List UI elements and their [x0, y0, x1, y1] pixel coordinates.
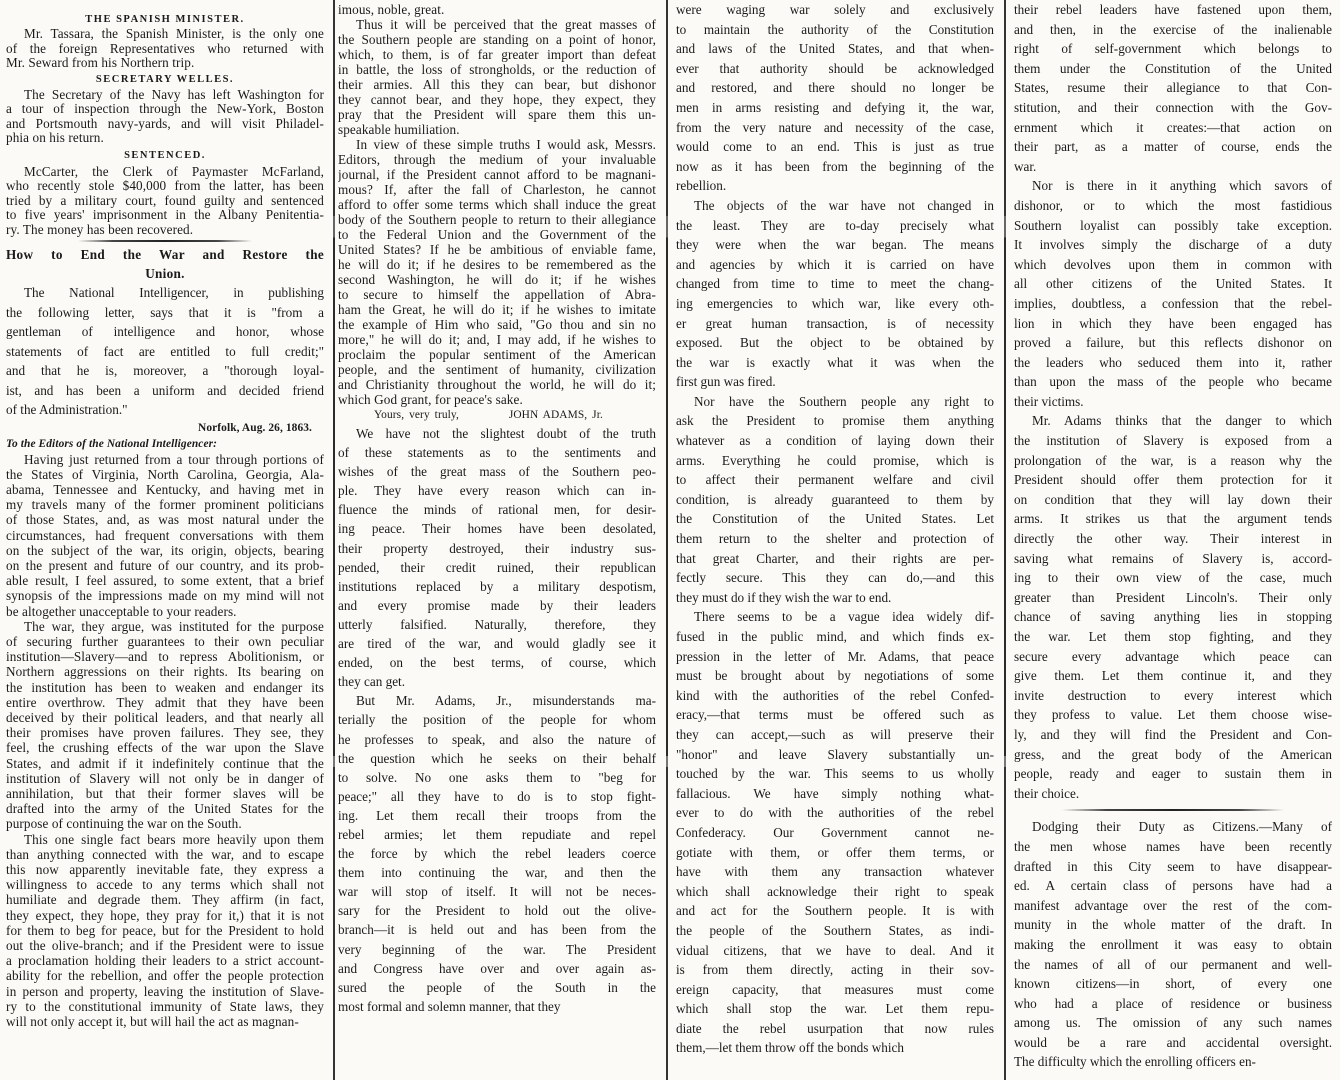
- news-item-sentenced: [6, 146, 324, 238]
- text-line: er great human transaction, is of necessity: [676, 315, 994, 331]
- column-rule: [1004, 0, 1006, 1080]
- text-line: It involves simply the discharge of a duty: [1014, 237, 1332, 253]
- text-line: fused in the public mind, and which finds ex-: [676, 629, 994, 644]
- text-line: their victims.: [1014, 393, 1084, 409]
- text-line: Mr. Seward from his Northern trip.: [6, 56, 195, 70]
- text-line: chance of saving anything lies in stopping: [1014, 609, 1332, 625]
- text-block: [338, 2, 656, 407]
- text-line: President should offer them protection for it: [1014, 472, 1332, 488]
- section-heading: SECRETARY WELLES.: [95, 73, 235, 85]
- text-line: journal, if the President cannot afford to be magnani-: [338, 167, 656, 182]
- text-line: institution—Slavery—and to repress Abolitionism, or: [6, 649, 324, 665]
- text-line: statements of fact are entitled to full credit;": [6, 343, 324, 359]
- text-line: This one single fact bears more heavily upon them: [24, 831, 324, 847]
- text-line: were waging war solely and exclusively: [676, 2, 994, 17]
- text-line: kind with the authorities of the rebel Confed-: [676, 687, 994, 703]
- text-line: second Washington, he will do it; if he wishes: [338, 272, 656, 287]
- separator-rule: [1062, 809, 1285, 811]
- text-line: Having just returned from a tour through portions of: [24, 451, 324, 467]
- text-line: invite destruction to every interest which: [1014, 687, 1332, 703]
- text-line: Northern aggressions on their rights. Its bearing on: [6, 664, 324, 680]
- text-line: would be a rare and accidental oversight.: [1014, 1034, 1332, 1050]
- text-line: gentleman of intelligence and honor, whose: [6, 324, 324, 339]
- text-line: rebellion.: [676, 178, 727, 194]
- text-line: among us. The omission of any such names: [1014, 1015, 1332, 1031]
- text-line: humiliate and degrade them. They affirm (in fact,: [6, 892, 324, 908]
- text-line: ham the Great, he will do it; if he wishes to imitate: [338, 302, 656, 317]
- text-line: of the Administration.": [6, 402, 128, 417]
- text-line: munity in the whole matter of the draft. In: [1014, 917, 1332, 933]
- text-line: and laws of the United States, and that when-: [676, 41, 994, 57]
- text-line: to the Federal Union and the Government of the: [338, 227, 656, 242]
- text-line: the war is exactly what it was when the: [676, 354, 994, 370]
- text-line: of the foreign Representatives who returned with: [6, 41, 324, 56]
- text-line: directly the other way. Their interest in: [1014, 531, 1332, 547]
- text-line: manifest advantage over the rest of the com-: [1014, 897, 1332, 913]
- text-line: phia on his return.: [6, 131, 104, 145]
- text-line: my travels many of the former prominent politicians: [6, 497, 324, 513]
- text-line: Nor have the Southern people any right to: [694, 393, 994, 409]
- text-line: exposed. But the object to be obtained by: [676, 335, 994, 351]
- text-line: making the enrollment it was easy to obtain: [1014, 936, 1332, 952]
- text-line: arms. It strikes us that the argument tends: [1014, 511, 1332, 527]
- text-line: drafted into the army of the United States for the: [6, 801, 324, 817]
- column-4: [1014, 0, 1332, 1080]
- article-how-to-end-the-war: [6, 245, 324, 1029]
- text-line: able result, I feel assured, to some extent, that a brief: [6, 573, 324, 589]
- text-block: [1014, 817, 1332, 1072]
- text-line: In view of these simple truths I would ask, Messrs.: [356, 137, 656, 152]
- text-line: to affect their permanent welfare and civil: [676, 472, 994, 488]
- text-line: and act for the Southern people. It is with: [676, 903, 994, 919]
- text-line: and then, in the exercise of the inalienable: [1014, 21, 1332, 37]
- text-line: which shall stop the war. Let them repu-: [676, 1001, 994, 1017]
- text-line: the people of the Southern States, as indi-: [676, 922, 994, 938]
- text-line: tried by a military court, found guilty and sentenced: [6, 193, 324, 208]
- text-line: ry to the constitutional immunity of State laws, they: [6, 998, 324, 1014]
- text-line: peace;" all they have to do is to stop fight-: [338, 788, 656, 804]
- text-line: ly, and they will find the President and Con-: [1014, 726, 1332, 742]
- text-line: and that he is, moreover, a "thorough loyal-: [6, 363, 324, 378]
- text-line: Thus it will be perceived that the great masses of: [356, 17, 656, 32]
- text-line: the least. They are to-day precisely what: [676, 217, 994, 233]
- text-line: ing to their own view of the case, much: [1014, 570, 1332, 586]
- text-line: the question which he seeks on their behalf: [338, 750, 656, 766]
- column-rule: [666, 0, 668, 1080]
- section-heading: THE SPANISH MINISTER.: [85, 14, 245, 25]
- text-line: war.: [1014, 158, 1037, 174]
- text-line: people, ready and eager to sustain them in: [1014, 766, 1332, 782]
- text-line: in person and property, leaving the institution of Slave-: [6, 983, 324, 999]
- text-line: pression in the letter of Mr. Adams, that peace: [676, 648, 994, 664]
- text-line: Nor is there in it anything which savors of: [1032, 178, 1332, 194]
- text-line: to solve. No one asks them to "beg for: [338, 769, 656, 785]
- text-line: first gun was fired.: [676, 374, 776, 390]
- text-block: [6, 165, 324, 238]
- text-block: [6, 88, 324, 146]
- text-block: [6, 245, 324, 283]
- text-line: arms. Everything he could promise, which is: [676, 452, 994, 468]
- text-line: from the very nature and necessity of the case,: [676, 119, 994, 135]
- text-line: greater than President Lincoln's. Their only: [1014, 589, 1332, 605]
- text-line: is from them directly, acting in their sov-: [676, 962, 994, 978]
- text-line: men in arms resisting and defying it, the war,: [676, 99, 994, 115]
- text-line: the following letter, says that it is "from a: [6, 304, 324, 320]
- text-line: they can get.: [338, 674, 406, 690]
- column-3: [676, 0, 994, 1080]
- text-line: fallacious. We have simply nothing what-: [676, 785, 994, 801]
- text-line: and every promise made by their leaders: [338, 597, 656, 613]
- text-line: to maintain the authority of the Constitution: [676, 21, 994, 37]
- text-line: drafted in this City seem to have disappear-: [1014, 858, 1332, 874]
- text-line: feel, the crushing effects of the war upon the Slave: [6, 740, 324, 756]
- column-2: [338, 0, 656, 1080]
- text-line: very beginning of the war. The President: [338, 941, 656, 957]
- text-line: ed. A certain class of persons have had a: [1014, 878, 1332, 894]
- text-line: wishes of the great mass of the Southern peo-: [338, 464, 656, 480]
- text-line: The war, they argue, was instituted for the purpose: [24, 618, 324, 634]
- text-line: their part, as a matter of course, ends the: [1014, 139, 1332, 155]
- text-line: of securing further guarantees to their own peculiar: [6, 633, 324, 649]
- text-block: [338, 424, 656, 1016]
- separator-rule: [78, 240, 253, 242]
- text-line: sured the people of the South in the: [338, 979, 656, 995]
- text-line: ple. They have every reason which can in-: [338, 483, 656, 499]
- text-line: known citizens—in short, of every one: [1014, 976, 1332, 992]
- text-line: be altogether unacceptable to your readers.: [6, 603, 237, 619]
- text-line: now as it has been from the beginning of the: [676, 158, 994, 174]
- text-block: [1014, 0, 1332, 803]
- letter-signoff: Yours, very truly, JOHN ADAMS, Jr.: [374, 409, 603, 421]
- column-1: [6, 0, 324, 1080]
- text-line: which God grant, for peace's sake.: [338, 392, 523, 407]
- text-line: Confederacy. Our Government cannot ne-: [676, 824, 994, 840]
- text-block: [6, 452, 324, 1030]
- text-line: Mr. Adams thinks that the danger to which: [1032, 413, 1332, 429]
- text-block: [6, 283, 324, 420]
- text-line: condition, is already guaranteed to them by: [676, 491, 994, 507]
- text-line: lion in which they have been engaged has: [1014, 315, 1332, 331]
- text-line: to secure to himself the appellation of Abra-: [338, 287, 656, 302]
- text-line: prolongation of the war, is a reason why the: [1014, 452, 1332, 468]
- text-line: ever that authority should be acknowledged: [676, 60, 994, 76]
- text-line: this now apparently inevitable fate, they express a: [6, 861, 324, 877]
- text-line: speakable humiliation.: [338, 122, 460, 137]
- text-line: their property destroyed, their industry sus-: [338, 540, 656, 556]
- text-line: than anything connected with the war, and to escape: [6, 846, 324, 862]
- text-line: out the olive-branch; and if the President were to issue: [6, 938, 324, 953]
- text-line: they must do if they wish the war to end.: [676, 589, 892, 605]
- column-rule: [333, 0, 335, 1080]
- text-line: proclaim the popular sentiment of the American: [338, 347, 656, 362]
- text-line: United States? If he be ambitious of enviable fame,: [338, 242, 656, 257]
- text-line: and Christianity throughout the world, he will do it;: [338, 377, 656, 392]
- news-item-secretary-welles: [6, 71, 324, 146]
- text-line: Editors, through the medium of your invaluable: [338, 152, 656, 167]
- text-line: whatever as a condition of laying down their: [676, 433, 994, 449]
- text-line: which devolves upon them in common with: [1014, 256, 1332, 272]
- text-line: entire overthrow. They admit that they have been: [6, 694, 324, 710]
- text-line: ry. The money has been recovered.: [6, 222, 194, 237]
- text-line: terially the position of the people for whom: [338, 712, 656, 728]
- text-line: them return to the shelter and protection of: [676, 531, 994, 547]
- text-line: the institution of Slavery is exposed from a: [1014, 433, 1332, 449]
- text-line: fluence the minds of rational men, for desir-: [338, 502, 656, 518]
- text-line: their choice.: [1014, 785, 1080, 801]
- text-line: people, and the sentiment of humanity, civilization: [338, 362, 656, 377]
- text-line: The objects of the war have not changed in: [694, 197, 994, 213]
- text-line: must be brought about by negotiations of some: [676, 668, 994, 684]
- text-line: war will stop of itself. It will not be neces-: [338, 884, 656, 900]
- text-line: on condition that they will lay down their: [1014, 491, 1332, 507]
- text-line: dishonor, or to which the most fastidious: [1014, 197, 1332, 213]
- text-line: ing. Let them recall their troops from the: [338, 807, 656, 823]
- text-line: There seems to be a vague idea widely dif-: [694, 609, 994, 625]
- text-line: circumstances, had frequent conversations with them: [6, 527, 324, 543]
- text-line: Dodging their Duty as Citizens.—Many of: [1032, 819, 1332, 835]
- text-line: and agencies by which it is carried on have: [676, 256, 994, 272]
- text-line: abama, Tennessee and Kentucky, and having met in: [6, 481, 324, 497]
- text-line: secure every advantage which peace can: [1014, 648, 1332, 664]
- text-line: would come to an end. This is just as true: [676, 139, 994, 155]
- text-line: and restored, and there should no longer be: [676, 80, 994, 96]
- text-line: ist, and has been a uniform and decided friend: [6, 382, 324, 398]
- text-line: ever to do with the authorities of the rebel: [676, 805, 994, 821]
- text-line: deceived by their political leaders, and that nearly all: [6, 709, 324, 725]
- text-line: the war. Let them stop fighting, and they: [1014, 629, 1332, 644]
- text-line: in battle, the loss of strongholds, or the reduction of: [338, 62, 656, 77]
- text-line: willingness to accede to any terms which shall not: [6, 877, 324, 893]
- text-line: Southern loyalist can possibly take exception.: [1014, 217, 1332, 233]
- text-line: touched by the war. This seems to us wholly: [676, 766, 994, 782]
- text-line: than upon the mass of the people who became: [1014, 374, 1332, 390]
- text-line: will not only accept it, but will hail the act as magnan-: [6, 1014, 299, 1030]
- news-item-spanish-minister: [6, 12, 324, 71]
- text-line: the names of all of our permanent and well-: [1014, 956, 1332, 972]
- text-line: rebel armies; let them repudiate and repel: [338, 826, 656, 842]
- article-headline: Union.: [145, 266, 185, 281]
- text-line: them,—let them throw off the bonds which: [676, 1040, 904, 1056]
- text-line: their promises have proven failures. They see, they: [6, 725, 324, 741]
- text-line: who recently stole $40,000 from the latter, has been: [6, 179, 324, 193]
- text-line: are tired of the war, and would gladly see it: [338, 636, 656, 652]
- text-line: that great Charter, and their rights are per-: [676, 550, 994, 566]
- text-line: States, and admit if it indefinitely continue that the: [6, 755, 324, 771]
- text-line: synopsis of the impressions made on my mind will not: [6, 588, 324, 604]
- text-line: the force by which the rebel leaders coerce: [338, 846, 656, 862]
- text-line: purpose of continuing the war on the South.: [6, 816, 242, 832]
- text-line: he will do it; if he desires to be remembered as the: [338, 257, 656, 272]
- article-headline: How to End the War and Restore the: [6, 247, 324, 262]
- text-line: stitution, and their connection with the Gov-: [1014, 99, 1332, 115]
- text-line: have with them any transaction whatever: [676, 864, 994, 880]
- text-line: ing emergencies to which war, like every oth-: [676, 295, 994, 311]
- text-line: the men whose names have been recently: [1014, 838, 1332, 854]
- text-line: mous? If, after the fall of Charleston, he cannot: [338, 182, 656, 197]
- text-line: he professes to speak, and also the nature of: [338, 731, 656, 747]
- text-line: institution of Slavery will not only be in danger of: [6, 770, 324, 786]
- text-line: McCarter, the Clerk of Paymaster McFarland,: [24, 164, 324, 179]
- text-line: the institution has been to weaken and endanger its: [6, 679, 324, 695]
- text-line: The National Intelligencer, in publishing: [24, 285, 324, 300]
- text-line: afford to offer some terms which shall induce the great: [338, 197, 656, 212]
- section-heading: SENTENCED.: [124, 149, 206, 161]
- text-line: them into continuing the war, and then the: [338, 865, 656, 881]
- text-line: ability for the rebellion, and offer the people protection: [6, 968, 324, 984]
- text-line: saving what remains of Slavery is, accord-: [1014, 550, 1332, 566]
- text-line: on the present and future of our country, and its prob-: [6, 557, 324, 573]
- text-line: annihilation, but that their former slaves will be: [6, 785, 324, 801]
- text-line: gotiate with them, or offer them terms, or: [676, 844, 994, 860]
- text-line: they were when the war began. The means: [676, 237, 994, 253]
- text-line: a proclamation holding their leaders to a strict account-: [6, 953, 324, 969]
- text-line: on the subject of the war, its origin, objects, bearing: [6, 542, 324, 558]
- text-line: who had a place of residence or business: [1014, 995, 1332, 1011]
- text-line: body of the Southern people to return to their allegiance: [338, 212, 656, 227]
- text-line: Mr. Tassara, the Spanish Minister, is the only one: [24, 27, 324, 41]
- text-line: they can accept,—such as will preserve their: [676, 726, 994, 742]
- text-line: of those States, and, as was most natural under the: [6, 512, 324, 528]
- text-line: pray that the President will spare them this un-: [338, 107, 656, 122]
- text-line: they profess to value. Let them choose wise-: [1014, 707, 1332, 723]
- signature: JOHN ADAMS, Jr.: [508, 409, 603, 421]
- text-line: institutions replaced by a military despotism,: [338, 578, 656, 594]
- text-line: the Constitution of the United States. Let: [676, 511, 994, 527]
- text-block: [6, 27, 324, 71]
- text-line: sary for the President to hold out the olive-: [338, 903, 656, 919]
- text-line: fectly secure. This they can do,—and this: [676, 570, 994, 586]
- text-line: a tour of inspection through the New-York, Boston: [6, 102, 324, 116]
- text-line: ended, on the best terms, of course, which: [338, 655, 656, 671]
- salutation: To the Editors of the National Intelligencer:: [6, 437, 218, 450]
- text-line: utterly falsified. Naturally, therefore, they: [338, 616, 656, 632]
- text-line: of these statements as to the sentiments and: [338, 445, 656, 461]
- text-line: diate the rebel usurpation that now rules: [676, 1020, 994, 1036]
- text-line: the States of Virginia, North Carolina, Georgia, Ala-: [6, 466, 324, 482]
- text-line: eracy,—that terms must be offered such as: [676, 707, 994, 723]
- text-block: [676, 0, 994, 1058]
- text-line: The Secretary of the Navy has left Washington for: [24, 87, 324, 102]
- text-line: which shall acknowledge their right to speak: [676, 883, 994, 899]
- text-line: the example of Him who said, "Go thou and sin no: [338, 317, 656, 332]
- text-line: more," he will do it; and, I may add, if he wishes to: [338, 332, 656, 347]
- text-line: and Portsmouth navy-yards, and will visit Philadel-: [6, 116, 324, 131]
- dateline: Norfolk, Aug. 26, 1863.: [198, 421, 312, 434]
- text-line: the leaders who seduced them into it, rather: [1014, 354, 1332, 370]
- text-line: all other citizens of the United States. It: [1014, 276, 1332, 292]
- text-line: ernment which it creates:—that action on: [1014, 119, 1332, 135]
- text-line: their rebel leaders have fastened upon them,: [1014, 2, 1332, 17]
- text-line: most formal and solemn manner, that they: [338, 998, 561, 1014]
- text-line: which, to them, is of far greater import than defeat: [338, 47, 656, 62]
- text-line: pended, their credit ruined, their republican: [338, 559, 656, 575]
- text-line: imous, noble, great.: [338, 2, 445, 17]
- text-line: the Southern people are standing on a point of honor,: [338, 32, 656, 47]
- text-line: them under the Constitution of the United: [1014, 60, 1332, 76]
- text-line: States, resume their allegiance to that Con-: [1014, 80, 1332, 96]
- text-line: for them to beg for peace, but for the President to hold: [6, 922, 324, 938]
- text-line: to five years' imprisonment in the Albany Penitentia-: [6, 208, 324, 222]
- text-line: "honor" and leave Slavery substantially un-: [676, 746, 994, 762]
- text-line: proved a failure, but this reflects dishonor on: [1014, 335, 1332, 351]
- text-line: ask the President to promise them anything: [676, 413, 994, 429]
- text-line: changed from time to time to meet the chang-: [676, 276, 994, 292]
- text-line: The difficulty which the enrolling officers en-: [1014, 1054, 1256, 1070]
- text-line: We have not the slightest doubt of the truth: [356, 426, 656, 441]
- text-line: and Congress have over and over again as-: [338, 960, 656, 976]
- text-line: their armies. All this they can bear, but dishonor: [338, 77, 656, 92]
- text-line: ereign capacity, that measures must come: [676, 981, 994, 997]
- text-line: ing peace. Their homes have been desolated,: [338, 521, 656, 537]
- text-line: they cannot bear, and they hope, they expect, they: [338, 92, 656, 107]
- text-line: branch—it is held out and has been from the: [338, 922, 656, 938]
- text-line: gress, and the great body of the American: [1014, 746, 1332, 762]
- text-line: give them. Let them continue it, and they: [1014, 668, 1332, 684]
- text-line: they expect, they hope, they pray for it,) that it is not: [6, 907, 324, 923]
- text-line: vidual citizens, that we have to deal. And it: [676, 942, 994, 958]
- text-line: implies, doubtless, a confession that the rebel-: [1014, 295, 1332, 311]
- text-line: But Mr. Adams, Jr., misunderstands ma-: [356, 693, 656, 709]
- text-line: right of self-government which belongs to: [1014, 41, 1332, 57]
